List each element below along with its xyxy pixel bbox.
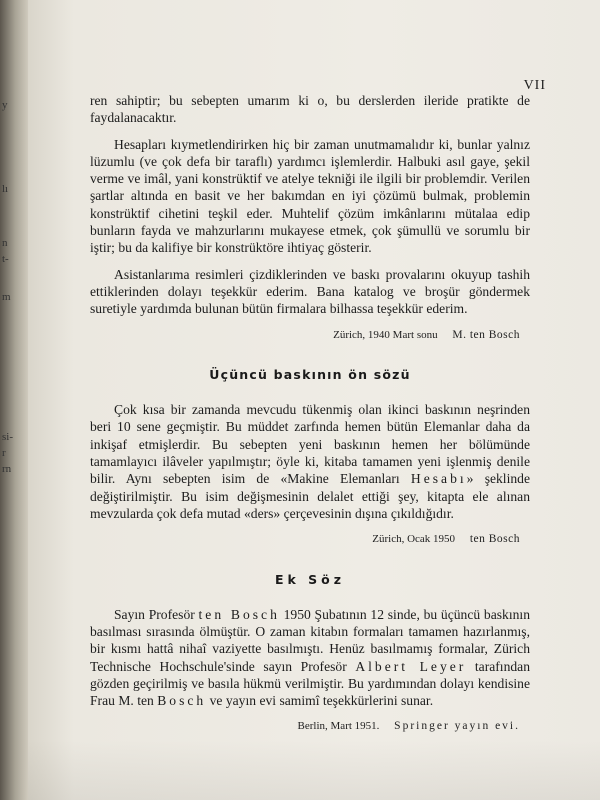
text-span: 1950 Şubatının 12 sinde, bu üçüncü baskının basılması sırasında ölmüştür. O zaman kitabın formaları tamamen hazırlanmış, bir kısmı hattâ nihaî vaziyette basılmıştı. Henüz basılmamış formalar, Zürich Technische Hochschule'sinde sayın Profesör <box>90 606 530 674</box>
spaced-name: Albert Leyer <box>355 658 467 674</box>
addendum-signature <box>90 718 530 735</box>
preface-paragraph: ren sahiptir; bu sebepten umarım ki o, bu derslerden ileride pratikte de faydalanacaktır. <box>90 93 530 126</box>
previous-page-fragment: y <box>2 99 8 111</box>
previous-page-fragment: m <box>2 291 11 303</box>
previous-page-fragment: r <box>2 447 6 459</box>
page-content <box>90 92 530 757</box>
signature-place-date: Berlin, Mart 1951. <box>297 719 380 732</box>
signature-place-date: Zürich, 1940 Mart sonu <box>333 328 438 341</box>
text-span: Çok kısa bir zamanda mevcudu tükenmiş olan ikinci baskının neşrinden beri 10 sene geçmiştir. Bu müddet zarfında hemen bütün Elemanlar daha da inkişaf etmişlerdir. Bu sebepten yeni baskının hemen her bölümünde tamamlayıcı ilâveler yapılmıştır; öyle ki, kitaba tamamen yeni işlenmiş denile bilir. Aynı sebepten isim de «Makine Elemanları <box>90 402 530 487</box>
page-number: VII <box>523 78 546 93</box>
addendum-paragraph <box>90 606 530 710</box>
spaced-name: ten Bosch <box>198 606 280 622</box>
text-span: tarafından gözden geçirilmiş ve basıla hükmü verilmiştir. Bu yardımından dolayı kendisine Frau M. ten <box>90 658 530 709</box>
previous-page-fragment: t- <box>2 253 9 265</box>
spaced-word: Hesabı <box>410 471 467 487</box>
signature-name: M. ten Bosch <box>452 328 520 341</box>
previous-page-fragment: lı <box>2 183 9 195</box>
text-span: ve yayın evi samimî teşekkürlerini sunar. <box>209 693 434 709</box>
spaced-name: Bosch <box>157 693 207 709</box>
text-span: » şeklinde değiştirilmiştir. Bu isim değişmesinin delalet ettiği şey, kitapta ele alınan mevzularda çok defa mutad «ders» çerçevesinin dışına çıkıldığıdır. <box>90 471 530 521</box>
third-edition-paragraph <box>90 401 530 522</box>
previous-page-fragment: si- <box>2 431 13 443</box>
previous-page-fragment: rn <box>2 463 12 475</box>
previous-page-fragment: n <box>2 237 8 249</box>
signature-name: Springer yayın evi. <box>394 719 520 732</box>
previous-page-edge <box>0 0 28 800</box>
preface-paragraph: Hesapları kıymetlendirirken hiç bir zaman unutmamalıdır ki, bunlar yalnız lüzumlu (ve çok defa bir taraflı) yardımcı işlemlerdir. Halbuki asıl gaye, şekil verme ve imâl, yani konstrüktif ve atelye tekniği ile ilgili bir problemdir. Verilen şartlar altında en basit ve her bakımdan en iyi çözümü bulmak, problemin konstrüktif cihetini teşkil eder. Muhtelif çözüm imkânlarını mütalaa edip bunların fayda ve mahzurlarını mukayese etmek, çok şümullü ve sorumlu bir iştir; bu da kalifiye bir konstrüktöre ihtiyaç gösterir. <box>90 136 530 256</box>
signature-name: ten Bosch <box>469 533 520 546</box>
preface-paragraph: Asistanlarıma resimleri çizdiklerinden ve baskı provalarını okuyup tashih ettiklerinden dolayı teşekkür ederim. Bana katalog ve broşür göndermek suretiyle yardımda bulunan bütün firmalara bilhassa teşekkür ederim. <box>90 266 530 317</box>
section-heading: Ek Söz <box>274 571 346 587</box>
page-shadow <box>28 740 600 800</box>
section-heading: Üçüncü baskının ön sözü <box>209 366 411 382</box>
signature-place-date: Zürich, Ocak 1950 <box>372 533 456 546</box>
third-edition-signature <box>90 531 530 548</box>
book-page <box>28 0 600 800</box>
preface-signature <box>90 327 530 344</box>
text-span: Sayın Profesör <box>114 606 195 622</box>
